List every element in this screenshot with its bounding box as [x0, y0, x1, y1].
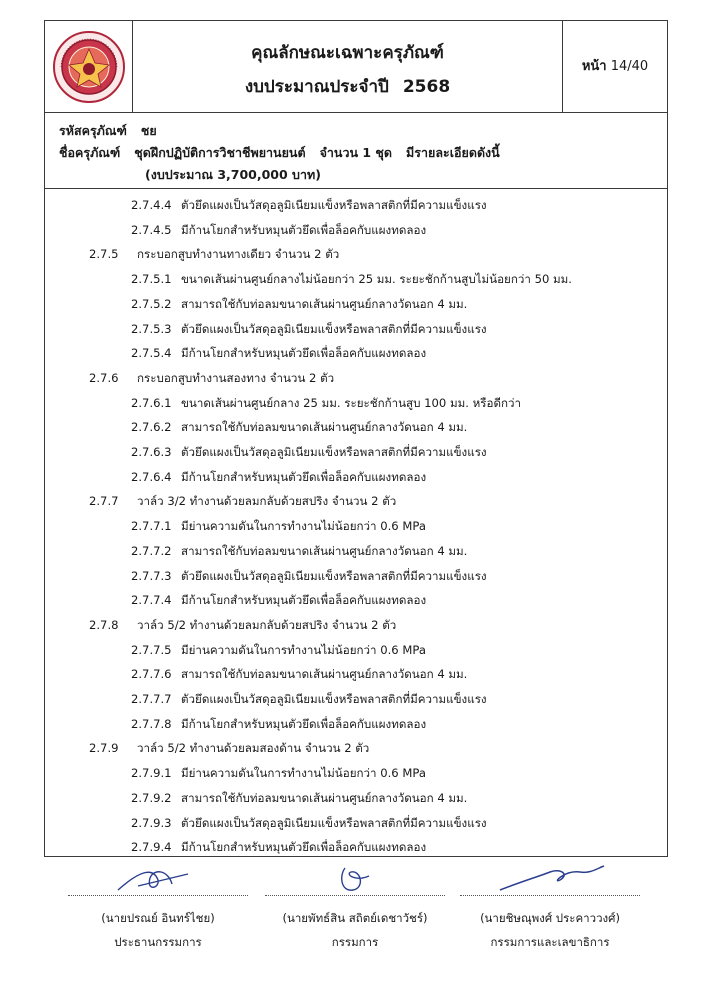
spec-section-item: [89, 493, 396, 511]
spec-sub-item: [131, 222, 426, 240]
item-number: 2.7.7.6: [131, 667, 172, 682]
name-label: ชื่อครุภัณฑ์: [59, 145, 121, 160]
item-text: สามารถใช้กับท่อลมขนาดเส้นผ่านศูนย์กลางวัดนอก 4 มม.: [181, 296, 468, 311]
spec-section-item: [89, 246, 339, 264]
equipment-info: [45, 113, 667, 189]
item-text: มีย่านความดันในการทำงานไม่น้อยกว่า 0.6 MPa: [181, 642, 426, 657]
item-text: มีก้านโยกสำหรับหมุนตัวยึดเพื่อล็อคกับแผงทดลอง: [181, 469, 427, 484]
item-text: มีก้านโยกสำหรับหมุนตัวยึดเพื่อล็อคกับแผงทดลอง: [181, 346, 427, 361]
spec-sub-item: [131, 395, 521, 413]
spec-sub-item: [131, 271, 572, 289]
page-number-cell: [563, 21, 667, 113]
item-number: 2.7.7.4: [131, 593, 172, 608]
spec-sub-item: [131, 345, 426, 363]
spec-sub-item: [131, 691, 487, 709]
spec-sub-item: [131, 839, 426, 857]
item-text: สามารถใช้กับท่อลมขนาดเส้นผ่านศูนย์กลางวัดนอก 4 มม.: [181, 667, 468, 682]
spec-sub-item: [131, 666, 467, 684]
item-text: มีก้านโยกสำหรับหมุนตัวยึดเพื่อล็อคกับแผงทดลอง: [181, 840, 427, 855]
spec-sub-item: [131, 419, 467, 437]
item-text: มีย่านความดันในการทำงานไม่น้อยกว่า 0.6 MPa: [181, 766, 426, 781]
signer-name: (นายพัทธ์สิน สถิตย์เดชาวัชร์): [282, 911, 428, 925]
spec-sub-item: [131, 321, 487, 339]
item-number: 2.7.7.7: [131, 692, 172, 706]
spec-sub-item: [131, 568, 487, 586]
header-row: [45, 21, 667, 113]
spec-sub-item: [131, 790, 467, 808]
item-text: มีก้านโยกสำหรับหมุนตัวยึดเพื่อล็อคกับแผงทดลอง: [181, 222, 427, 237]
spec-section-item: [89, 740, 369, 758]
document-title: คุณลักษณะเฉพาะครุภัณฑ์: [251, 43, 444, 63]
item-number: 2.7.5: [89, 247, 119, 262]
signature-mark-icon: [98, 862, 218, 896]
item-text: ขนาดเส้นผ่านศูนย์กลางไม่น้อยกว่า 25 มม. ระยะชักก้านสูบไม่น้อยกว่า 50 มม.: [181, 272, 572, 287]
code-value: ชย: [140, 123, 157, 138]
signer-role: กรรมการและเลขาธิการ: [490, 935, 610, 949]
item-number: 2.7.7: [89, 494, 119, 509]
item-number: 2.7.9.1: [131, 766, 172, 781]
spec-sub-item: [131, 197, 487, 215]
item-number: 2.7.7.2: [131, 543, 172, 558]
item-text: กระบอกสูบทำงานสองทาง จำนวน 2 ตัว: [137, 370, 335, 385]
item-number: 2.7.9: [89, 741, 119, 756]
item-number: 2.7.7.3: [131, 568, 172, 583]
spec-sub-item: [131, 815, 487, 833]
item-number: 2.7.4.5: [131, 222, 172, 237]
item-text: ตัวยึดแผงเป็นวัสดุอลูมิเนียมแข็งหรือพลาสติกที่มีความแข็งแรง: [181, 692, 487, 706]
page-number: 14/40: [610, 59, 649, 74]
spec-sub-item: [131, 543, 467, 561]
name-value: ชุดฝึกปฏิบัติการวิชาชีพยานยนต์: [134, 145, 306, 160]
code-label: รหัสครุภัณฑ์: [59, 123, 127, 138]
item-number: 2.7.7.1: [131, 519, 172, 534]
budget-year: 2568: [402, 77, 451, 97]
spec-sub-item: [131, 642, 426, 660]
spec-sub-item: [131, 592, 426, 610]
item-text: มีก้านโยกสำหรับหมุนตัวยึดเพื่อล็อคกับแผงทดลอง: [181, 716, 427, 731]
item-text: สามารถใช้กับท่อลมขนาดเส้นผ่านศูนย์กลางวัดนอก 4 มม.: [181, 543, 468, 558]
signer-name: (นายปรณย์ อินทร์ไชย): [101, 911, 215, 925]
logo-cell: [45, 21, 133, 113]
item-number: 2.7.9.3: [131, 815, 172, 830]
item-number: 2.7.4.4: [131, 198, 172, 212]
item-number: 2.7.5.2: [131, 296, 172, 311]
signature-mark-icon: [490, 862, 610, 896]
item-number: 2.7.7.8: [131, 716, 172, 731]
item-text: ตัวยึดแผงเป็นวัสดุอลูมิเนียมแข็งหรือพลาสติกที่มีความแข็งแรง: [181, 321, 487, 336]
signer-role: ประธานกรรมการ: [114, 935, 202, 949]
item-number: 2.7.6.3: [131, 445, 172, 459]
item-number: 2.7.6.4: [131, 469, 172, 484]
item-text: วาล์ว 5/2 ทำงานด้วยลมสองด้าน จำนวน 2 ตัว: [137, 741, 370, 756]
budget-year-line: [133, 73, 562, 100]
quantity: จำนวน 1 ชุด: [319, 145, 393, 160]
item-text: ขนาดเส้นผ่านศูนย์กลาง 25 มม. ระยะชักก้านสูบ 100 มม. หรือดีกว่า: [181, 395, 522, 410]
item-text: ตัวยึดแผงเป็นวัสดุอลูมิเนียมแข็งหรือพลาสติกที่มีความแข็งแรง: [181, 445, 487, 459]
item-text: วาล์ว 5/2 ทำงานด้วยลมกลับด้วยสปริง จำนวน 2 ตัว: [137, 617, 397, 632]
item-text: มีย่านความดันในการทำงานไม่น้อยกว่า 0.6 MPa: [181, 519, 426, 534]
item-number: 2.7.9.2: [131, 790, 172, 805]
equipment-name-line: [59, 143, 500, 163]
spec-sub-item: [131, 765, 426, 783]
signer-role: กรรมการ: [331, 935, 379, 949]
signature-block: [0, 862, 705, 982]
item-number: 2.7.9.4: [131, 840, 172, 855]
spec-section-item: [89, 617, 396, 635]
spec-sub-item: [131, 518, 426, 536]
ovec-seal-icon: [51, 27, 127, 107]
item-number: 2.7.6: [89, 370, 119, 385]
item-text: มีก้านโยกสำหรับหมุนตัวยึดเพื่อล็อคกับแผงทดลอง: [181, 593, 427, 608]
budget-label: งบประมาณประจำปี: [244, 77, 389, 97]
item-text: สามารถใช้กับท่อลมขนาดเส้นผ่านศูนย์กลางวัดนอก 4 มม.: [181, 790, 468, 805]
item-number: 2.7.6.1: [131, 395, 172, 410]
equipment-code-line: [59, 121, 157, 141]
item-number: 2.7.5.4: [131, 346, 172, 361]
signature-mark-icon: [295, 862, 415, 896]
budget-amount: (งบประมาณ 3,700,000 บาท): [145, 167, 321, 182]
item-text: กระบอกสูบทำงานทางเดียว จำนวน 2 ตัว: [137, 247, 340, 262]
spec-sub-item: [131, 716, 426, 734]
item-number: 2.7.5.1: [131, 272, 172, 287]
spec-sub-item: [131, 296, 467, 314]
item-number: 2.7.6.2: [131, 420, 172, 435]
signer-name: (นายชิษณุพงศ์ ประคาววงศ์): [480, 911, 620, 925]
page-label: หน้า: [581, 59, 607, 74]
item-number: 2.7.8: [89, 617, 119, 632]
item-text: ตัวยึดแผงเป็นวัสดุอลูมิเนียมแข็งหรือพลาสติกที่มีความแข็งแรง: [181, 568, 487, 583]
item-text: ตัวยึดแผงเป็นวัสดุอลูมิเนียมแข็งหรือพลาสติกที่มีความแข็งแรง: [181, 815, 487, 830]
title-cell: [133, 21, 563, 113]
spec-section-item: [89, 370, 334, 388]
item-text: ตัวยึดแผงเป็นวัสดุอลูมิเนียมแข็งหรือพลาสติกที่มีความแข็งแรง: [181, 198, 487, 212]
item-number: 2.7.7.5: [131, 642, 172, 657]
item-text: สามารถใช้กับท่อลมขนาดเส้นผ่านศูนย์กลางวัดนอก 4 มม.: [181, 420, 468, 435]
details-label: มีรายละเอียดดังนี้: [406, 145, 500, 160]
item-text: วาล์ว 3/2 ทำงานด้วยลมกลับด้วยสปริง จำนวน 2 ตัว: [137, 494, 397, 509]
spec-sub-item: [131, 469, 426, 487]
spec-sub-item: [131, 444, 487, 462]
item-number: 2.7.5.3: [131, 321, 172, 336]
spec-page-frame: [44, 20, 668, 857]
